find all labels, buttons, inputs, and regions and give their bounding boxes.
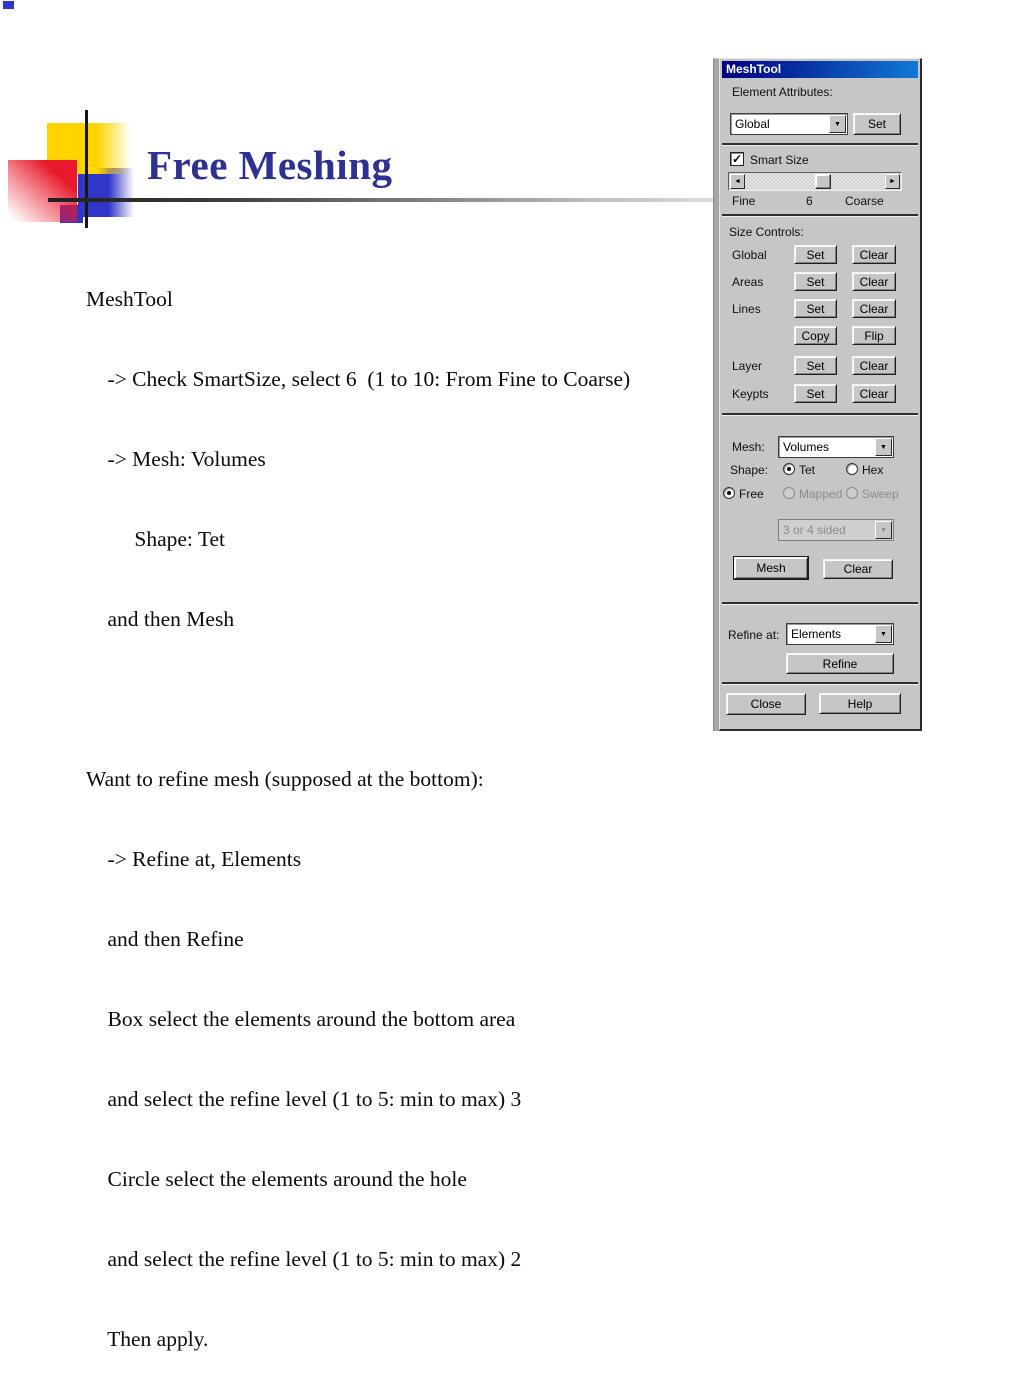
slider-coarse-label: Coarse [845,194,884,208]
corner-decoration-square [3,1,14,9]
copy-button[interactable]: Copy [794,326,837,345]
separator [722,682,918,685]
sided-dropdown-value: 3 or 4 sided [783,523,846,537]
layer-set-button[interactable]: Set [794,356,837,375]
meshtool-panel [719,58,922,731]
mesh-label: Mesh: [732,440,765,454]
dropdown-button[interactable] [875,625,892,643]
mesh-dropdown-value: Volumes [783,440,830,454]
slider-value-label: 6 [806,194,813,208]
body-line: and select the refine level (1 to 5: min to max) 2 [86,1247,522,1271]
keypts-clear-button[interactable]: Clear [852,384,896,403]
size-controls-row-label: Layer [732,359,763,373]
dropdown-button[interactable] [829,115,846,133]
free-radio-label: Free [739,487,764,501]
refine-at-dropdown[interactable] [786,623,894,645]
chevron-down-icon: ▼ [834,120,841,128]
tet-radio[interactable] [783,463,795,475]
slider-right-arrow-icon[interactable]: ► [885,174,900,189]
body-line [86,684,630,714]
body-line: Want to refine mesh (supposed at the bottom): [86,767,484,791]
chevron-down-icon: ▼ [880,526,887,534]
separator [722,413,918,416]
size-controls-row-label: Global [732,248,767,262]
body-line: and then Refine [86,927,244,951]
mesh-clear-button[interactable]: Clear [823,559,893,579]
refine-at-dropdown-value: Elements [791,627,842,641]
global-clear-button[interactable]: Clear [852,245,896,264]
slider-thumb[interactable] [815,174,831,189]
size-controls-row-label: Areas [732,275,764,289]
smart-size-label: Smart Size [750,153,809,167]
tet-radio-label: Tet [799,463,816,477]
separator [722,602,918,605]
lines-set-button[interactable]: Set [794,299,837,318]
hex-radio-label: Hex [862,463,884,477]
body-line: MeshTool [86,287,173,311]
mapped-radio [783,487,795,499]
element-attributes-label: Element Attributes: [732,85,833,99]
mesh-button[interactable]: Mesh [734,557,808,579]
body-line: -> Mesh: Volumes [86,447,266,471]
element-attributes-dropdown[interactable] [730,113,848,135]
layer-clear-button[interactable]: Clear [852,356,896,375]
body-line: Circle select the elements around the hole [86,1167,467,1191]
check-icon: ✓ [731,152,743,166]
sweep-radio-label: Sweep [862,487,899,501]
size-controls-row-label: Lines [732,302,761,316]
body-line: Shape: Tet [86,527,226,551]
dropdown-button [875,521,892,539]
chevron-down-icon: ▼ [880,443,887,451]
separator [722,143,918,146]
separator [722,214,918,217]
decoration-red-square [8,160,77,222]
decoration-vertical-line [85,110,88,228]
meshtool-window [713,58,922,731]
element-attributes-set-button[interactable]: Set [853,113,901,135]
global-set-button[interactable]: Set [794,245,837,264]
body-line: -> Check SmartSize, select 6 (1 to 10: From Fine to Coarse) [86,367,631,391]
page-title: Free Meshing [147,142,393,188]
size-controls-label: Size Controls: [729,225,804,239]
sweep-radio [846,487,858,499]
slider-left-arrow-icon[interactable]: ◄ [730,174,745,189]
body-line: Then apply. [86,1327,209,1351]
areas-clear-button[interactable]: Clear [852,272,896,291]
smart-size-checkbox[interactable] [730,152,744,166]
body-line: -> Refine at, Elements [86,847,302,871]
body-line: and select the refine level (1 to 5: min to max) 3 [86,1087,522,1111]
meshtool-titlebar[interactable] [722,61,918,78]
mapped-radio-label: Mapped [799,487,843,501]
title-underline [48,198,713,202]
dropdown-button[interactable] [875,438,892,456]
keypts-set-button[interactable]: Set [794,384,837,403]
mesh-dropdown[interactable] [778,436,894,458]
slider-fine-label: Fine [732,194,756,208]
hex-radio[interactable] [846,463,858,475]
size-controls-row-label: Keypts [732,387,769,401]
chevron-down-icon: ▼ [880,630,887,638]
meshtool-title: MeshTool [726,62,782,76]
refine-at-label: Refine at: [728,628,780,642]
shape-label: Shape: [730,463,769,477]
smart-size-slider[interactable] [728,172,902,191]
refine-button[interactable]: Refine [786,653,894,674]
body-line: and then Mesh [86,607,235,631]
lines-clear-button[interactable]: Clear [852,299,896,318]
body-text [86,234,630,1379]
help-button[interactable]: Help [819,693,901,714]
areas-set-button[interactable]: Set [794,272,837,291]
flip-button[interactable]: Flip [852,326,896,345]
body-line: Box select the elements around the bottom area [86,1007,516,1031]
free-radio[interactable] [723,487,735,499]
element-attributes-dropdown-value: Global [735,117,770,131]
close-button[interactable]: Close [726,693,806,715]
sided-dropdown [778,519,894,541]
